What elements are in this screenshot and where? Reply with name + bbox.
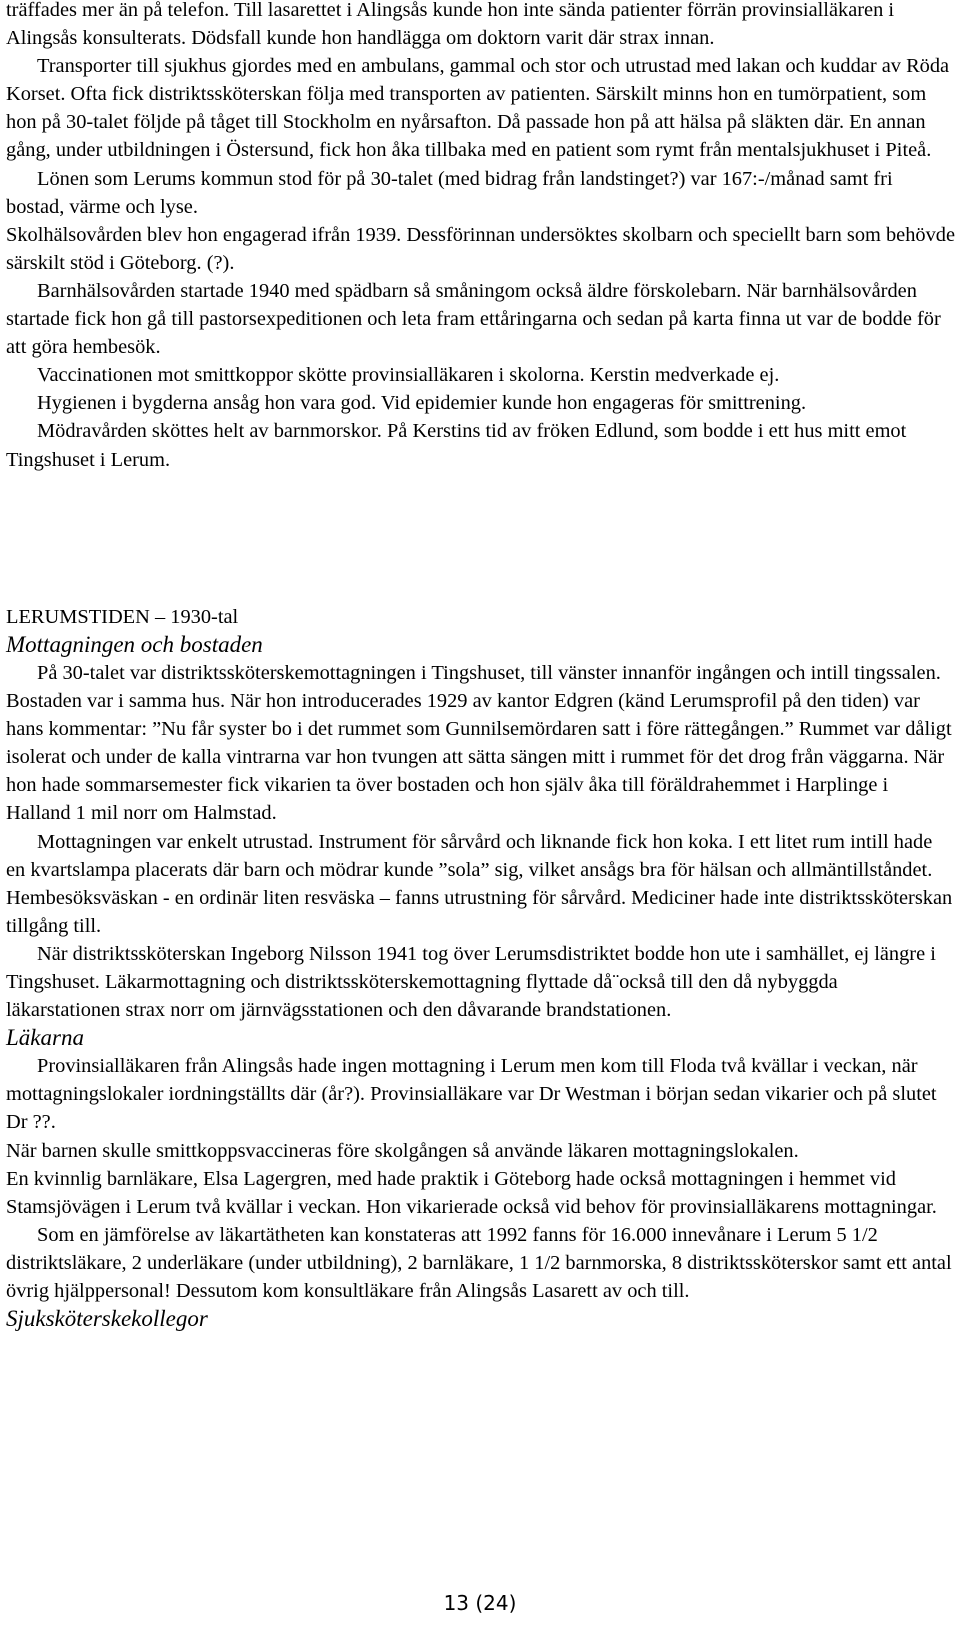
body-paragraph: Skolhälsovården blev hon engagerad ifrån 1939. Dessförinnan undersöktes skolbarn och speciellt barn som behövde särskilt stöd i Göteborg. (?). xyxy=(6,223,956,274)
body-paragraph: När distriktssköterskan Ingeborg Nilsson 1941 tog över Lerumsdistriktet bodde hon ute i samhället, ej längre i Tingshuset. Läkarmottagning och distriktssköterskemottagning flyttade då¨också till den då nybyggda läkarstationen strax norr om järnvägsstationen och den dåvarande brandstationen. xyxy=(6,942,936,1022)
section-block xyxy=(6,603,956,1333)
section-heading: LERUMSTIDEN – 1930-tal xyxy=(6,606,239,628)
subheading-sjukskoterskekollegor: Sjuksköterskekollegor xyxy=(6,1306,208,1332)
subheading-mottagning: Mottagningen och bostaden xyxy=(6,632,263,657)
body-paragraph: Barnhälsovården startade 1940 med spädbarn så småningom också äldre förskolebarn. När barnhälsovården startade fick hon gå till pastorsexpeditionen och leta fram ettåringarna och sedan på karta finna ut var de bodde för att göra hembesök. xyxy=(6,279,941,359)
page-number: 13 (24) xyxy=(443,1591,517,1615)
body-paragraph: När barnen skulle smittkoppsvaccineras före skolgången så använde läkaren mottagningslokalen. xyxy=(6,1139,799,1162)
top-paragraphs xyxy=(6,0,956,474)
body-paragraph: Lönen som Lerums kommun stod för på 30-talet (med bidrag från landstinget?) var 167:-/månad samt fri bostad, värme och lyse. xyxy=(6,167,893,218)
mottagning-paragraphs xyxy=(6,659,956,1024)
body-paragraph: Vaccinationen mot smittkoppor skötte provinsialläkaren i skolorna. Kerstin medverkade ej. xyxy=(37,364,780,387)
body-paragraph: Mödravården sköttes helt av barnmorskor. På Kerstins tid av fröken Edlund, som bodde i ett hus mitt emot Tingshuset i Lerum. xyxy=(6,420,907,471)
lakarna-paragraphs xyxy=(6,1052,956,1305)
body-paragraph: träffades mer än på telefon. Till lasarettet i Alingsås kunde hon inte sända patienter förrän provinsialläkaren i Alingsås konsulterats. Dödsfall kunde hon handlägga om doktorn varit där strax innan. xyxy=(6,0,895,50)
body-paragraph: Hygienen i bygderna ansåg hon vara god. Vid epidemier kunde hon engageras för smittrening. xyxy=(37,392,807,415)
body-paragraph: Provinsialläkaren från Alingsås hade ingen mottagning i Lerum men kom till Floda två kvällar i veckan, när mottagningslokaler iordningställts där (år?). Provinsialläkare var Dr Westman i början sedan vikarier och på slutet Dr ??. xyxy=(6,1055,937,1134)
body-paragraph: En kvinnlig barnläkare, Elsa Lagergren, med hade praktik i Göteborg hade också mottagningen i hemmet vid Stamsjövägen i Lerum två kvällar i veckan. Hon vikarierade också vid behov för provinsialläkarens mottagningar. xyxy=(6,1167,937,1218)
body-paragraph: Mottagningen var enkelt utrustad. Instrument för sårvård och liknande fick hon koka. I ett litet rum intill hade en kvartslampa placerats där barn och mödrar kunde ”sola” sig, vilket ansågs bra för hälsan och allmäntillståndet. Hembesöksväskan - en ordinär liten resväska – fanns utrustning för sårvård. Mediciner hade inte distriktssköterskan tillgång till. xyxy=(6,830,953,937)
subheading-lakarna: Läkarna xyxy=(6,1025,84,1051)
body-paragraph: Transporter till sjukhus gjordes med en ambulans, gammal och stor och utrustad med lakan och kuddar av Röda Korset. Ofta fick distriktssköterskan följa med transporten av patienten. Särskilt minns hon en tumörpatient, som hon på 30-talet följde på tåget till Stockholm en nyårsafton. Då passade hon på att hälsa på släkten där. En annan gång, under utbildningen i Östersund, fick hon åka tillbaka med en patient som rymt från mentalsjukhuset i Piteå. xyxy=(6,55,950,162)
body-paragraph: På 30-talet var distriktssköterskemottagningen i Tingshuset, till vänster innanför ingången och intill tingssalen. Bostaden var i samma hus. När hon introducerades 1929 av kantor Edgren (känd Lerumsprofil på den tiden) var hans kommentar: ”Nu får syster bo i det rummet som Gunnilsemördaren satt i före rättegången.” Rummet var dåligt isolerat och under de kalla vintrarna var hon tvungen att sätta sängen mitt i rummet för det drog från väggarna. När hon hade sommarsemester fick vikarien ta över bostaden och hon själv åka till föräldrahemmet i Harplinge i Halland 1 mil norr om Halmstad. xyxy=(6,662,952,825)
body-paragraph: Som en jämförelse av läkartätheten kan konstateras att 1992 fanns för 16.000 innevånare i Lerum 5 1/2 distriktsläkare, 2 underläkare (under utbildning), 2 barnläkare, 1 1/2 barnmorska, 8 distriktssköterskor samt ett antal övrig hjälppersonal! Dessutom kom konsultläkare från Alingsås Lasarett av och till. xyxy=(6,1223,952,1302)
